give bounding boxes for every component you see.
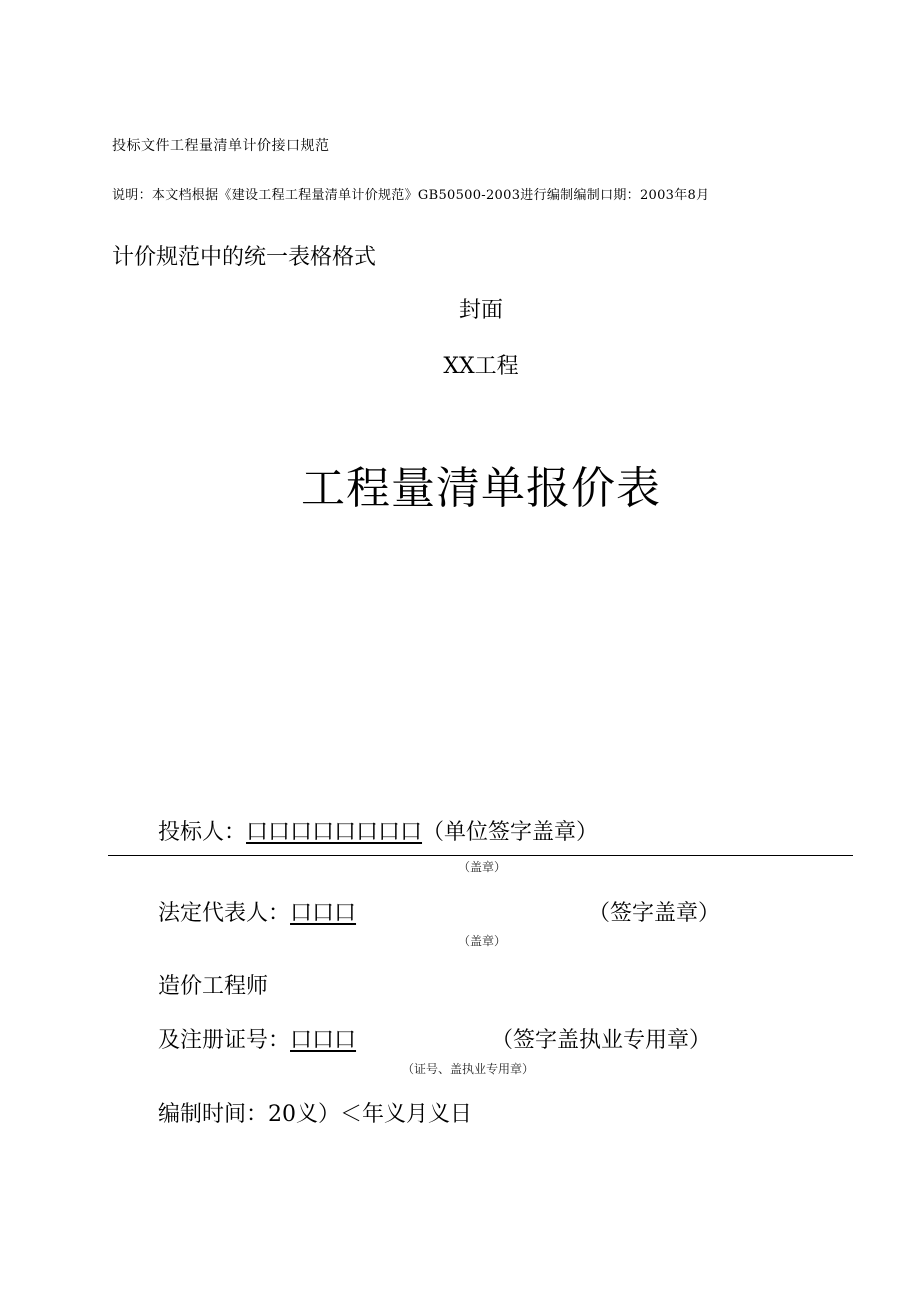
registration-hint: （证号、盖执业专用章） bbox=[402, 1062, 535, 1076]
spec-title: 投标文件工程量清单计价接口规范 bbox=[112, 138, 330, 154]
legal-rep-hint: （盖章） bbox=[458, 934, 507, 948]
divider-line bbox=[108, 855, 853, 856]
cover-label: 封面 bbox=[458, 298, 503, 323]
compile-date: 编制时间：20义）＜年义月义日 bbox=[158, 1102, 472, 1127]
registration-row bbox=[158, 1023, 758, 1054]
legal-rep-value: 口口口 bbox=[290, 901, 357, 926]
spec-note: 说明：本文档根据《建设工程工程量清单计价规范》GB50500-2003进行编制编制口期：2003年8月 bbox=[112, 188, 710, 203]
project-name: XX工程 bbox=[443, 354, 519, 379]
registration-value: 口口口 bbox=[290, 1028, 357, 1053]
cost-engineer-label: 造价工程师 bbox=[158, 974, 269, 999]
document-title: 工程量清单报价表 bbox=[301, 463, 661, 514]
legal-rep-label: 法定代表人： bbox=[158, 901, 291, 926]
section-heading: 计价规范中的统一表格格式 bbox=[112, 245, 377, 270]
bidder-note: （单位签字盖章） bbox=[422, 820, 599, 845]
bidder-label: 投标人： bbox=[158, 820, 247, 845]
bidder-value: 口口口口口口口口 bbox=[246, 820, 423, 845]
registration-label: 及注册证号： bbox=[158, 1028, 291, 1053]
bidder-hint: （盖章） bbox=[458, 860, 507, 874]
registration-note: （签字盖执业专用章） bbox=[491, 1028, 712, 1053]
legal-rep-row bbox=[158, 896, 758, 927]
bidder-row bbox=[158, 815, 598, 846]
legal-rep-note: （签字盖章） bbox=[588, 901, 721, 926]
